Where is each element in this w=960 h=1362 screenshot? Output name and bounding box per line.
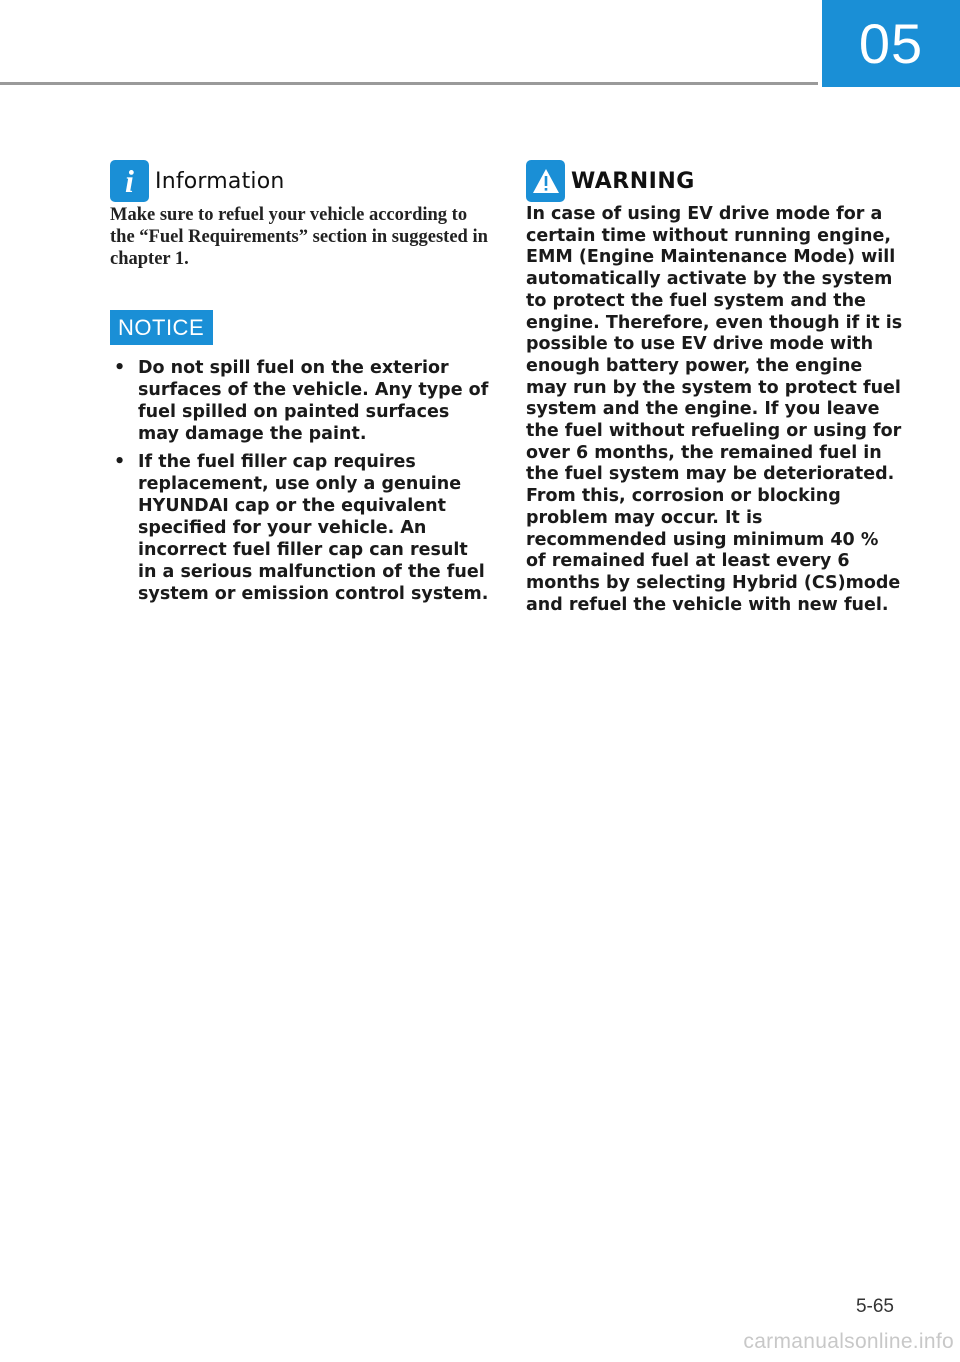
chapter-number: 05 xyxy=(858,12,924,75)
watermark: carmanualsonline.info xyxy=(743,1330,954,1353)
warning-body: In case of using EV drive mode for a certain time without running engine, EMM (Engine Maintenance Mode) will automatically activate by the system to protect the fuel system and the engine. Therefore, even though if it is possible to use EV drive mode with enough battery power, the engine may run by the system to protect fuel system and the engine. If you leave the fuel without refueling or using for over 6 months, the remained fuel in the fuel system may be deteriorated. From this, corrosion or blocking problem may occur. It is recommended using minimum 40 % of remained fuel at least every 6 months by selecting Hybrid (CS)mode and refuel the vehicle with new fuel. xyxy=(526,204,903,615)
right-column xyxy=(526,160,904,616)
notice-list xyxy=(110,357,490,605)
bullet-icon: • xyxy=(114,358,126,378)
notice-item xyxy=(110,357,490,445)
left-column xyxy=(110,160,490,611)
notice-item-text: If the fuel filler cap requires replacement, use only a genuine HYUNDAI cap or the equivalent specified for your vehicle. An incorrect fuel filler cap can result in a serious malfunction of the fuel system or emission control system. xyxy=(138,452,489,604)
chapter-tab xyxy=(822,0,960,87)
header-rule xyxy=(0,82,818,85)
info-icon: i xyxy=(110,160,149,202)
bullet-icon: • xyxy=(114,452,126,472)
warning-triangle-icon xyxy=(526,160,565,202)
warning-heading xyxy=(526,160,904,202)
information-body: Make sure to refuel your vehicle according to the “Fuel Requirements” section in suggested in chapter 1. xyxy=(110,205,488,269)
notice-item-text: Do not spill fuel on the exterior surfaces of the vehicle. Any type of fuel spilled on painted surfaces may damage the paint. xyxy=(138,358,489,444)
page-number: 5-65 xyxy=(855,1296,894,1317)
notice-badge: NOTICE xyxy=(110,310,213,345)
information-title: Information xyxy=(155,168,285,194)
notice-item xyxy=(110,451,490,605)
information-heading xyxy=(110,160,490,202)
warning-title: WARNING xyxy=(571,168,695,194)
